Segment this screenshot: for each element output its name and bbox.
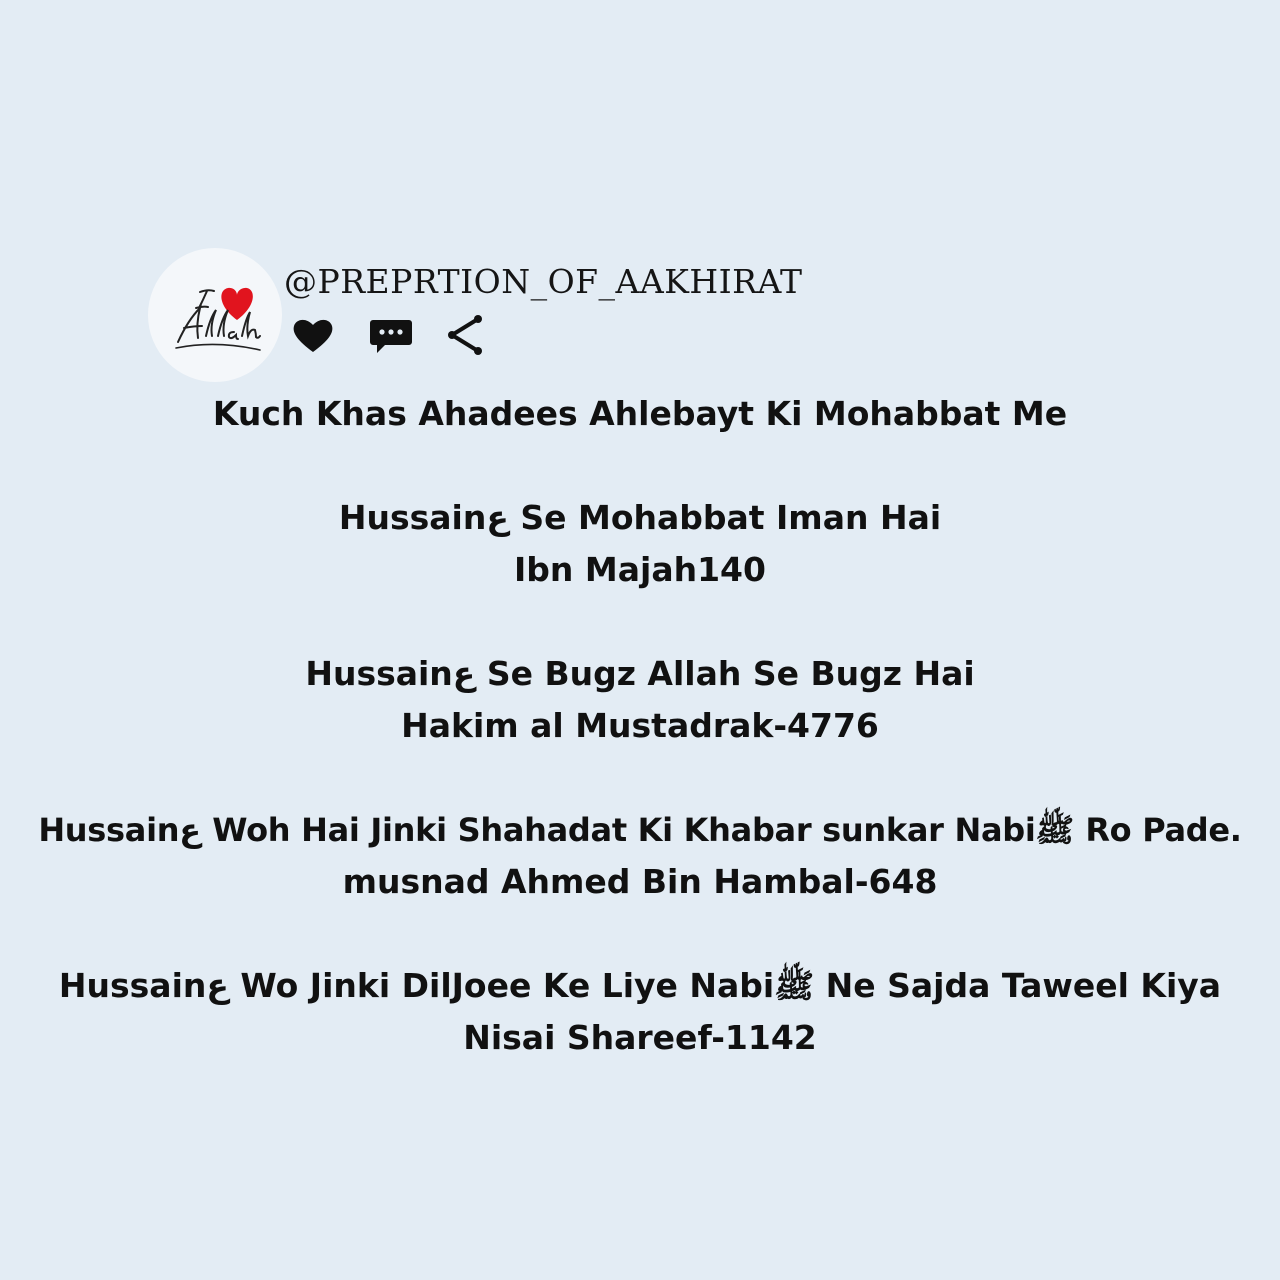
hadith-source: Ibn Majah140	[514, 550, 766, 589]
share-button[interactable]	[444, 314, 490, 358]
hadith-text: Hussainع Se Mohabbat Iman Hai	[338, 498, 942, 537]
profile-avatar[interactable]	[148, 248, 282, 382]
like-button[interactable]	[290, 314, 336, 358]
post-title: Kuch Khas Ahadees Ahlebayt Ki Mohabbat Me	[212, 394, 1068, 433]
spacer	[0, 752, 1280, 804]
heart-icon	[290, 314, 336, 358]
hadith-source: Nisai Shareef-1142	[463, 1018, 817, 1057]
spacer	[0, 908, 1280, 960]
spacer	[0, 440, 1280, 492]
hadith-text: Hussainع Wo Jinki DilJoee Ke Liye Nabiﷺ Ne Sajda Taweel Kiya	[58, 966, 1222, 1005]
hadith-source: musnad Ahmed Bin Hambal-648	[342, 862, 938, 901]
hadith-text: Hussainع Woh Hai Jinki Shahadat Ki Khabar sunkar Nabiﷺ Ro Pade.	[38, 811, 1242, 849]
post-header	[148, 248, 868, 384]
username-handle[interactable]: @PREPRTION_OF_AAKHIRAT	[284, 262, 803, 301]
i-love-allah-logo	[148, 248, 282, 382]
spacer	[0, 596, 1280, 648]
hadith-text: Hussainع Se Bugz Allah Se Bugz Hai	[305, 654, 975, 693]
comment-button[interactable]	[368, 314, 414, 358]
comment-icon	[368, 314, 414, 358]
post-body	[0, 388, 1280, 1064]
share-icon	[444, 314, 490, 358]
hadith-source: Hakim al Mustadrak-4776	[401, 706, 879, 745]
